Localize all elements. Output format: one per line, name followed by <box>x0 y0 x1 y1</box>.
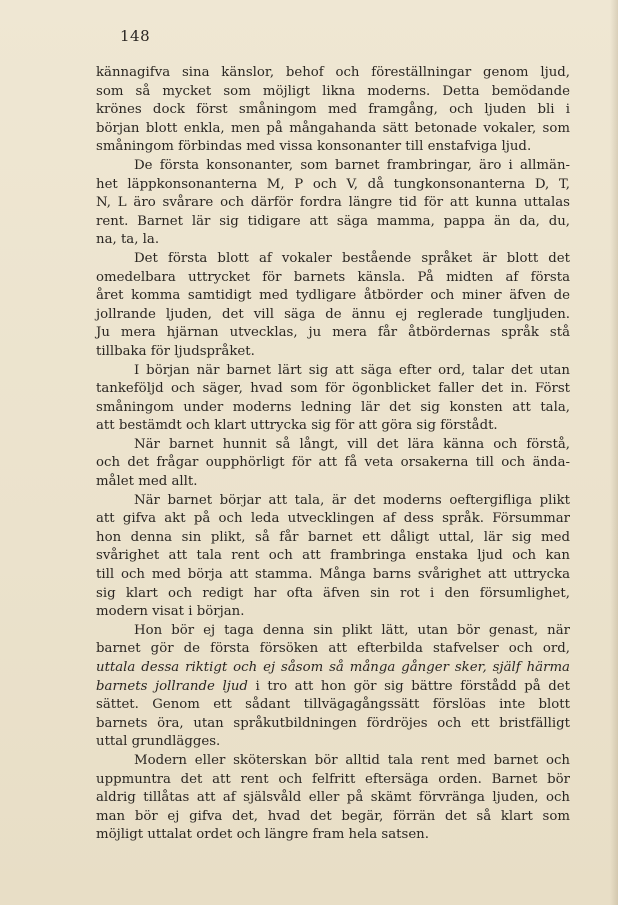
text-line: tillbaka för ljudspråket. <box>96 343 255 359</box>
text-line: möjligt uttalat ordet och längre fram hela satsen. <box>96 827 429 843</box>
text-line: som så mycket som möjligt likna moderns. Detta bemödande <box>96 83 570 99</box>
text-line: året komma samtidigt med tydligare åtbörder och miner äfven de <box>96 288 570 304</box>
text-line: Hon bör ej taga denna sin plikt lätt, utan bör genast, när <box>134 622 570 638</box>
text-line: till och med börja att stamma. Många barns svårighet att uttrycka <box>96 567 570 583</box>
text-line: het läppkonsonanterna M, P och V, då tungkonsonanterna D, T, <box>96 176 570 192</box>
text-line: småningom under moderns ledning lär det sig konsten att tala, <box>96 399 570 415</box>
text-line: omedelbara uttrycket för barnets känsla. På midten af första <box>96 269 570 285</box>
text-line: De första konsonanter, som barnet frambringar, äro i allmän- <box>134 157 570 173</box>
text-line: När barnet börjar att tala, är det moderns oeftergifliga plikt <box>134 492 570 508</box>
text-line: och det frågar oupphörligt för att få veta orsakerna till och ända- <box>96 455 570 471</box>
text-line: uppmuntra det att rent och felfritt eftersäga orden. Barnet bör <box>96 771 570 787</box>
text-line: hon denna sin plikt, så får barnet ett dåligt uttal, lär sig med <box>96 529 570 545</box>
text-line: barnet gör de första försöken att efterbilda stafvelser och ord, <box>96 641 570 657</box>
text-line: Ju mera hjärnan utvecklas, ju mera får åtbördernas språk stå <box>96 325 570 341</box>
text-line: kännagifva sina känslor, behof och föreställningar genom ljud, <box>96 65 570 80</box>
text-line: N, L äro svårare och därför fordra längre tid för att kunna uttalas <box>96 195 570 211</box>
text-line: början blott enkla, men på mångahanda sätt betonade vokaler, som <box>96 120 570 136</box>
text-line: Det första blott af vokaler bestående språket är blott det <box>134 250 570 266</box>
text-line: sig klart och redigt har ofta äfven sin rot i den försumlighet, <box>96 585 570 601</box>
italic-phrase: barnets jollrande ljud <box>96 678 248 694</box>
text-line: na, ta, la. <box>96 232 160 248</box>
text-line: sättet. Genom ett sådant tillvägagångssätt förslöas inte blott <box>96 697 570 713</box>
text-line: barnets öra, utan språkutbildningen fördröjes och ett bristfälligt <box>96 715 570 731</box>
text-line: modern visat i början. <box>96 604 245 620</box>
text-line: svårighet att tala rent och att frambringa enstaka ljud och kan <box>96 548 570 564</box>
text-line: När barnet hunnit så långt, vill det lära känna och förstå, <box>134 436 570 452</box>
text-line: målet med allt. <box>96 474 198 490</box>
text-line: krönes dock först småningom med framgång, och ljuden bli i <box>96 102 570 118</box>
text-line: att gifva akt på och leda utvecklingen af dess språk. Försummar <box>96 511 570 527</box>
text-line: småningom förbindas med vissa konsonanter till enstafviga ljud. <box>96 139 532 155</box>
text-line: att bestämdt och klart uttrycka sig för att göra sig förstådt. <box>96 418 498 434</box>
text-line: jollrande ljuden, det vill säga de ännu ej reglerade tungljuden. <box>96 306 570 322</box>
text-line: I början när barnet lärt sig att säga efter ord, talar det utan <box>134 362 570 378</box>
text-line <box>96 678 570 697</box>
body-text <box>96 64 570 845</box>
text-line: Modern eller sköterskan bör alltid tala rent med barnet och <box>134 752 570 768</box>
page-number: 148 <box>120 27 151 45</box>
text-line: uttala dessa riktigt och ej såsom så många gånger sker, själf härma <box>96 660 570 675</box>
text-line: rent. Barnet lär sig tidigare att säga mamma, pappa än da, du, <box>96 213 570 229</box>
text-line: aldrig tillåtas att af själsvåld eller på skämt förvränga ljuden, och <box>96 790 570 806</box>
text-line-segment: i tro att hon gör sig bättre förstådd på det <box>247 678 570 694</box>
text-line: tankeföljd och säger, hvad som för ögonblicket faller det in. Först <box>96 381 570 397</box>
text-line: man bör ej gifva det, hvad det begär, förrän det så klart som <box>96 808 570 824</box>
text-line: uttal grundlägges. <box>96 734 221 750</box>
